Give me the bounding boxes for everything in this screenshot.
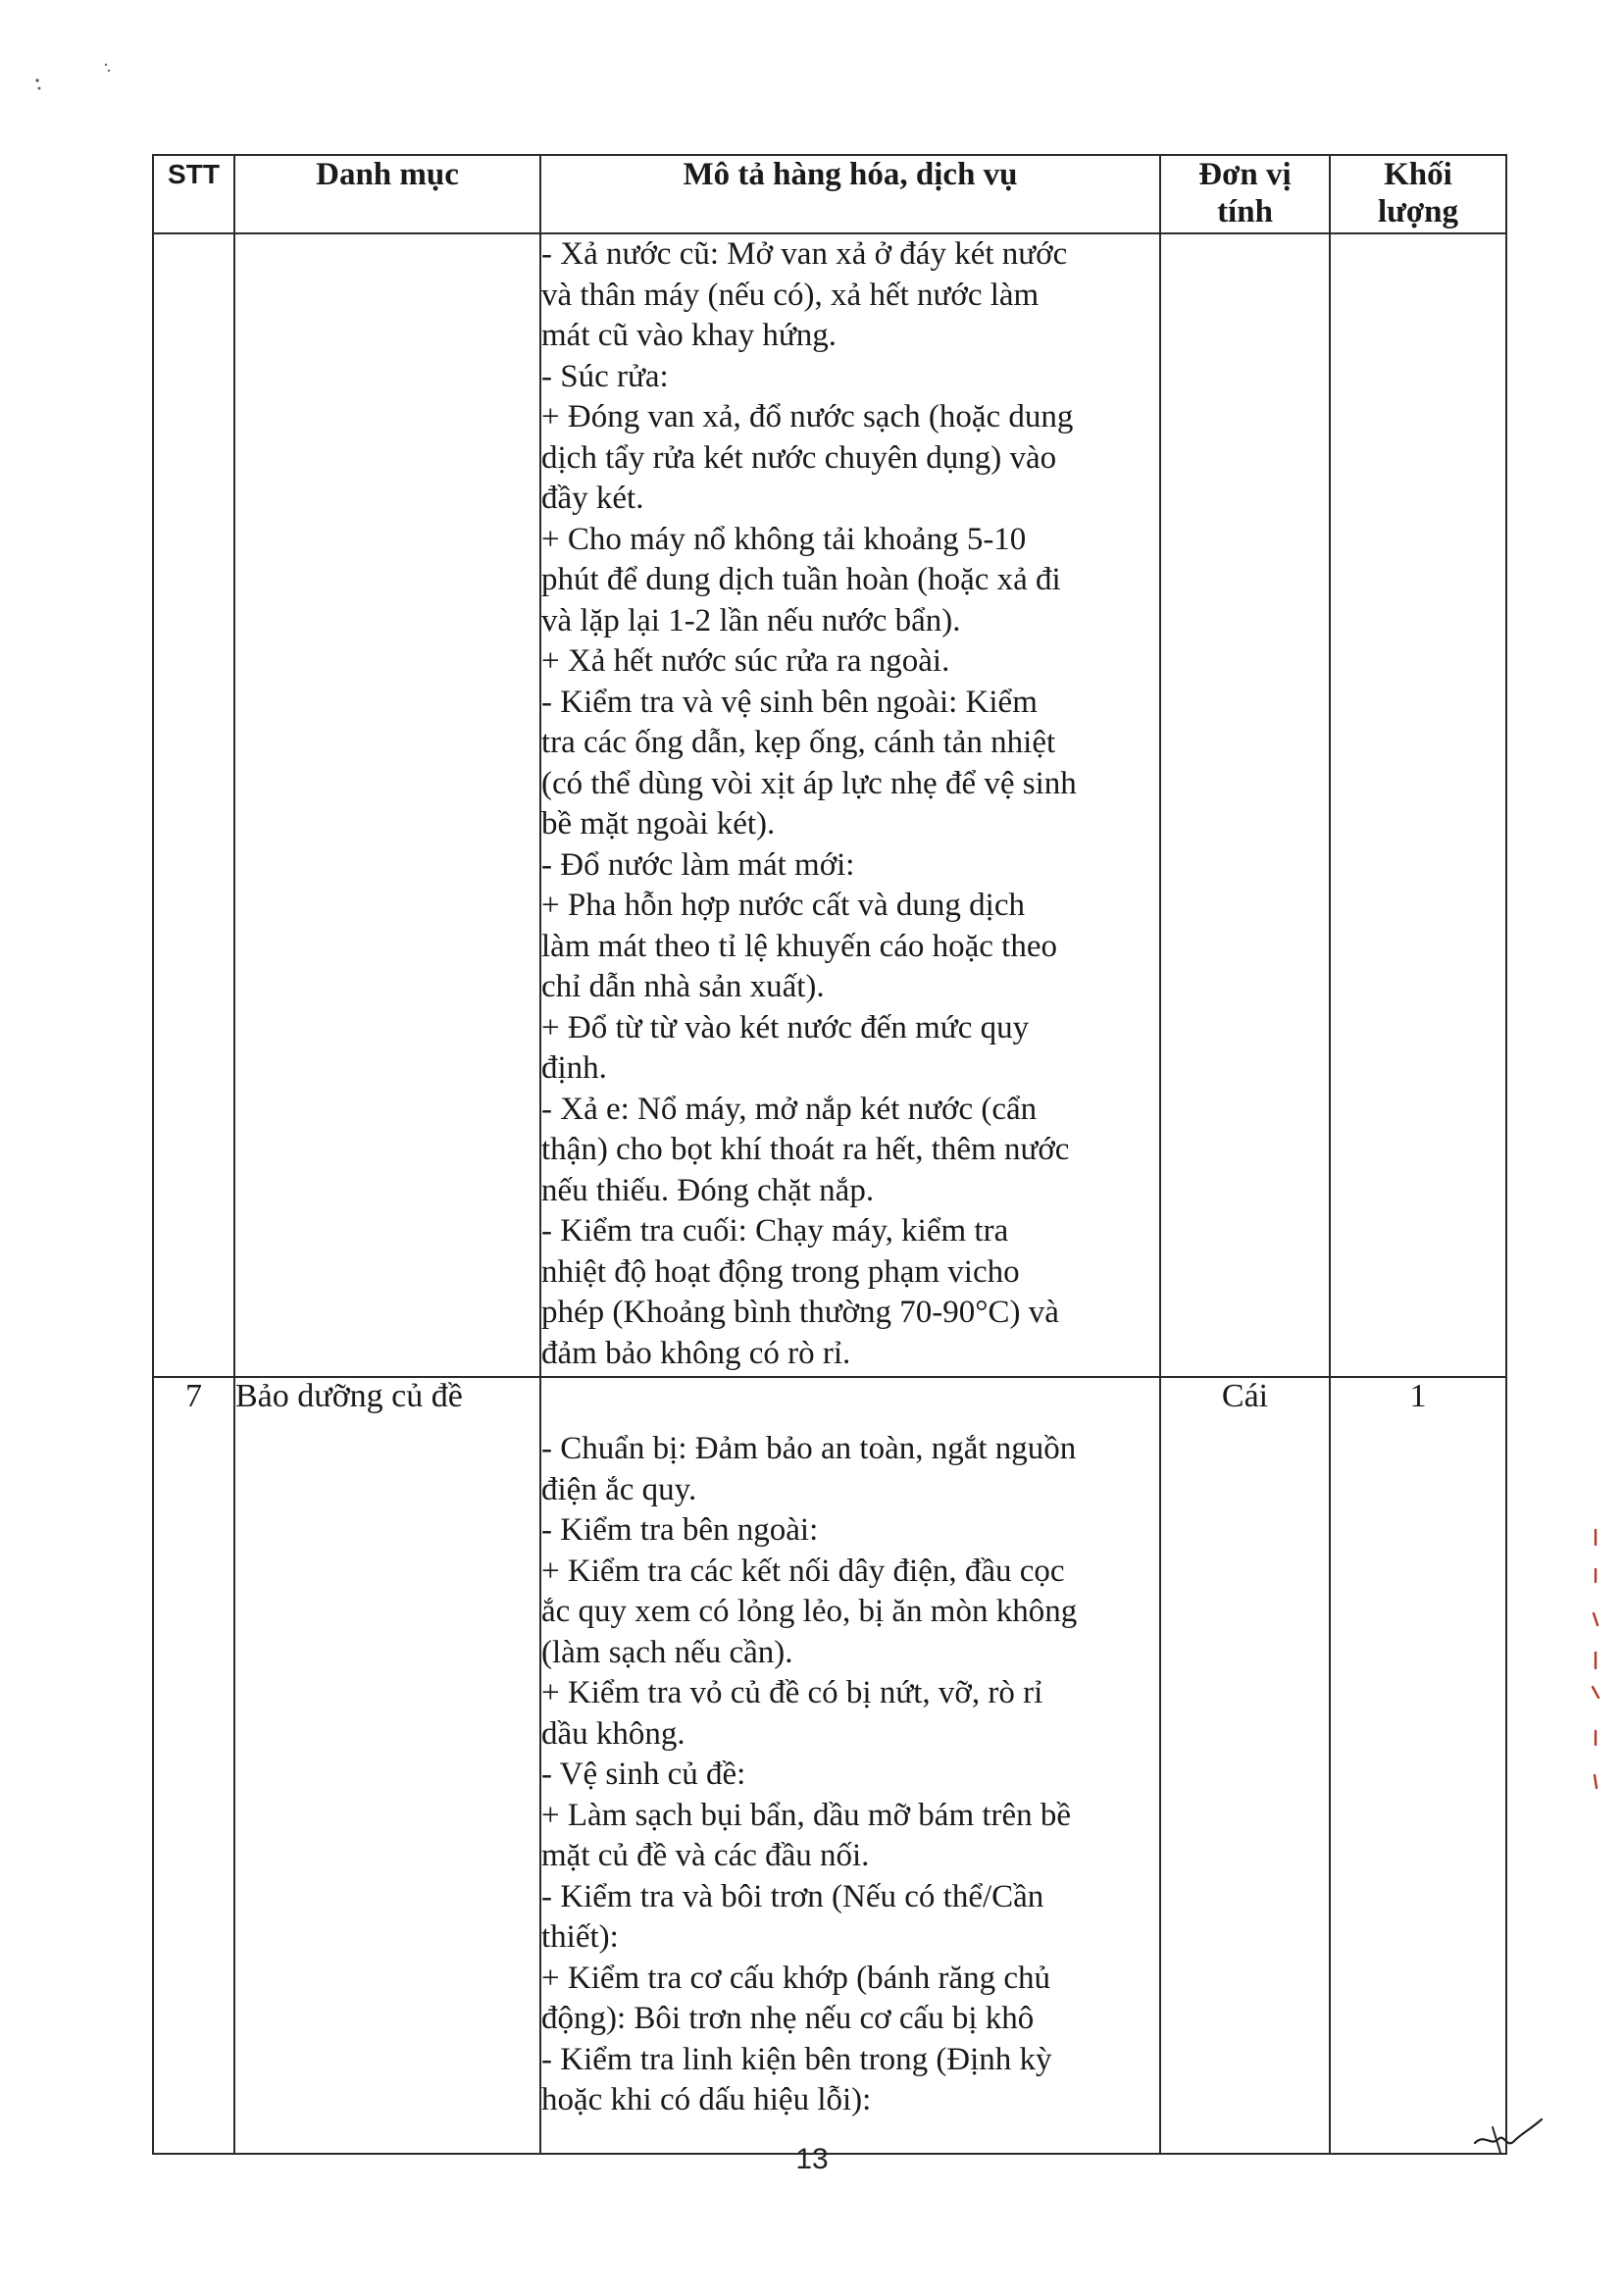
description-line: nếu thiếu. Đóng chặt nắp.: [541, 1172, 875, 1208]
description-line: + Xả hết nước súc rửa ra ngoài.: [541, 643, 950, 679]
table-row-7: [153, 1377, 1506, 2154]
description-line: + Đóng van xả, đổ nước sạch (hoặc dung: [541, 399, 1074, 434]
description-line: + Cho máy nổ không tải khoảng 5-10: [541, 521, 1027, 557]
header-unit-line1: Đơn vị: [1198, 157, 1292, 192]
description-line: - Vệ sinh củ đề:: [541, 1757, 746, 1792]
description-line: bề mặt ngoài két).: [541, 806, 776, 841]
description-line: + Pha hỗn hợp nước cất và dung dịch: [541, 888, 1025, 923]
description-line: thận) cho bọt khí thoát ra hết, thêm nước: [541, 1132, 1070, 1167]
description-line: làm mát theo tỉ lệ khuyến cáo hoặc theo: [541, 928, 1057, 964]
header-stt: STT: [153, 155, 234, 233]
description-line: mát cũ vào khay hứng.: [541, 318, 837, 353]
header-category: Danh mục: [234, 155, 540, 233]
cell-quantity: [1330, 233, 1506, 1377]
description-line: - Xả nước cũ: Mở van xả ở đáy két nước: [541, 236, 1068, 272]
description-line: - Kiểm tra cuối: Chạy máy, kiểm tra: [541, 1213, 1009, 1249]
page-number: 13: [795, 2143, 829, 2175]
cell-description: [540, 233, 1160, 1377]
description-line: + Kiểm tra cơ cấu khớp (bánh răng chủ: [541, 1960, 1050, 1996]
description-line: điện ắc quy.: [541, 1471, 697, 1507]
description-line: nhiệt độ hoạt động trong phạm vicho: [541, 1253, 1020, 1290]
header-quantity: [1330, 155, 1506, 233]
description-line: + Làm sạch bụi bẩn, dầu mỡ bám trên bề: [541, 1797, 1072, 1833]
scan-specks: [29, 59, 127, 98]
description-line: và thân máy (nếu có), xả hết nước làm: [541, 277, 1040, 313]
margin-tick-marks: [1584, 1525, 1603, 1819]
description-line: dịch tẩy rửa két nước chuyên dụng) vào: [541, 439, 1057, 476]
description-line: - Kiểm tra linh kiện bên trong (Định kỳ: [541, 2041, 1052, 2077]
description-line: đảm bảo không có rò rỉ.: [541, 1335, 851, 1371]
description-line: - Đổ nước làm mát mới:: [541, 846, 855, 883]
description-line: - Chuẩn bị: Đảm bảo an toàn, ngắt nguồn: [541, 1431, 1077, 1466]
description-line: đầy két.: [541, 481, 644, 516]
header-unit: [1160, 155, 1330, 233]
cell-unit: [1160, 233, 1330, 1377]
description-line: - Kiểm tra và vệ sinh bên ngoài: Kiểm: [541, 684, 1038, 720]
description-line: - Súc rửa:: [541, 358, 669, 394]
description-line: định.: [541, 1050, 607, 1086]
description-line: phép (Khoảng bình thường 70-90°C) và: [541, 1295, 1059, 1330]
cell-unit: Cái: [1160, 1377, 1330, 2154]
header-quantity-line2: lượng: [1377, 194, 1459, 229]
description-line: (có thể dùng vòi xịt áp lực nhẹ để vệ sinh: [541, 765, 1077, 801]
description-line: và lặp lại 1-2 lần nếu nước bẩn).: [541, 602, 961, 638]
description-line: dầu không.: [541, 1715, 685, 1752]
cell-description: [540, 1377, 1160, 2154]
description-line: chỉ dẫn nhà sản xuất).: [541, 969, 825, 1004]
description-line: - Xả e: Nổ máy, mở nắp két nước (cẩn: [541, 1091, 1038, 1127]
description-line: - Kiểm tra bên ngoài:: [541, 1512, 819, 1548]
description-line: động): Bôi trơn nhẹ nếu cơ cấu bị khô: [541, 2001, 1035, 2036]
description-line: - Kiểm tra và bôi trơn (Nếu có thể/Cần: [541, 1878, 1044, 1914]
cell-category: Bảo dưỡng củ đề: [234, 1377, 540, 2154]
description-line: ắc quy xem có lỏng lẻo, bị ăn mòn không: [541, 1594, 1078, 1629]
cell-stt: [153, 233, 234, 1377]
header-unit-line2: tính: [1217, 194, 1273, 229]
description-line: thiết):: [541, 1919, 619, 1955]
description-line: phút để dung dịch tuần hoàn (hoặc xả đi: [541, 562, 1061, 597]
goods-services-table: [152, 154, 1507, 2155]
table-header-row: [153, 155, 1506, 233]
cell-stt: 7: [153, 1377, 234, 2154]
description-line: hoặc khi có dấu hiệu lỗi):: [541, 2082, 872, 2117]
header-quantity-line1: Khối: [1384, 157, 1452, 192]
table-row-continued: [153, 233, 1506, 1377]
description-line: + Đổ từ từ vào két nước đến mức quy: [541, 1009, 1030, 1045]
description-line: + Kiểm tra vỏ củ đề có bị nứt, vỡ, rò rỉ: [541, 1675, 1043, 1710]
header-description: Mô tả hàng hóa, dịch vụ: [540, 155, 1160, 233]
cell-quantity: 1: [1330, 1377, 1506, 2154]
cell-category: [234, 233, 540, 1377]
description-line: mặt củ đề và các đầu nối.: [541, 1838, 870, 1873]
description-line: (làm sạch nếu cần).: [541, 1634, 793, 1670]
description-line: + Kiểm tra các kết nối dây điện, đầu cọc: [541, 1553, 1065, 1589]
description-line: tra các ống dẫn, kẹp ống, cánh tản nhiệt: [541, 725, 1056, 760]
